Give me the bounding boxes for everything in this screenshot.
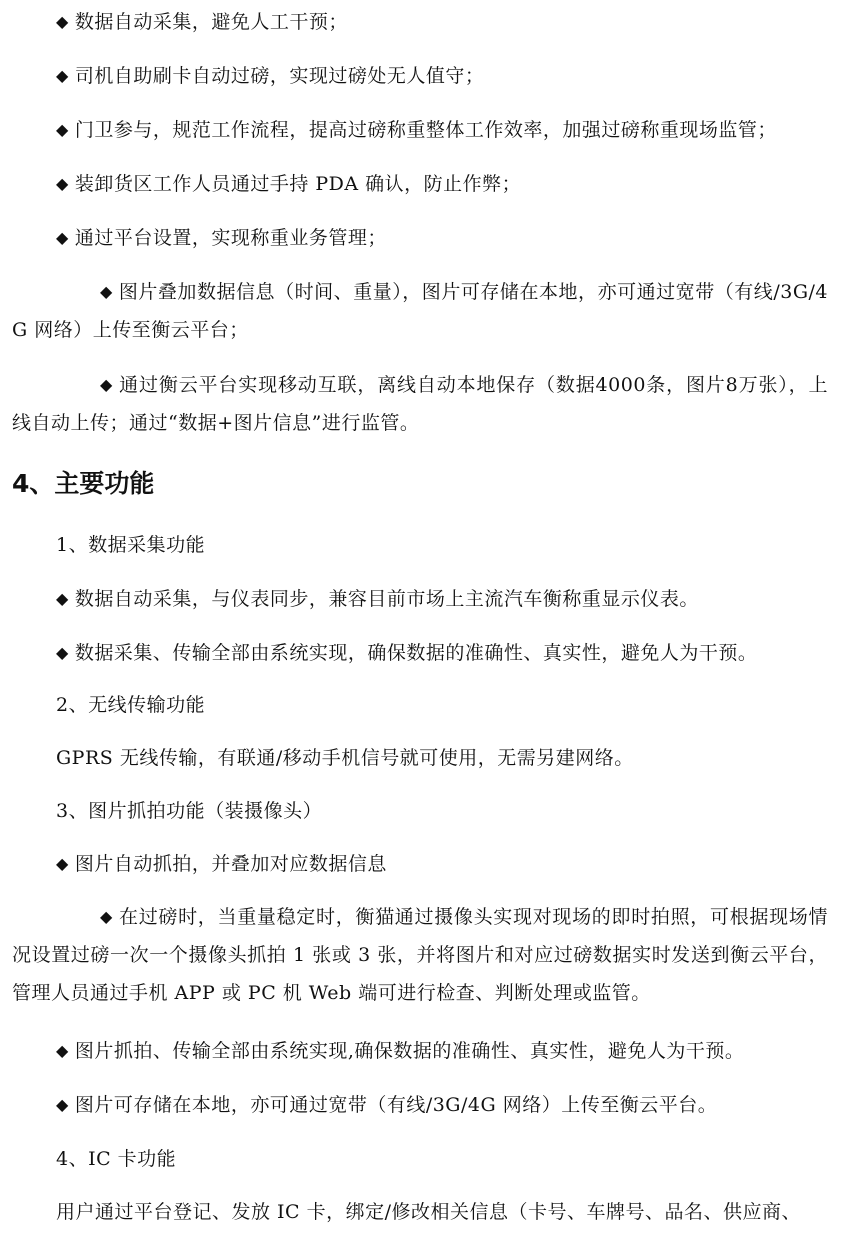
bullet-paragraph: ◆ 数据自动采集，避免人工干预；	[0, 3, 860, 41]
subsection-title: 3、图片抓拍功能（装摄像头）	[56, 800, 323, 822]
bullet-paragraph: ◆ 在过磅时，当重量稳定时，衡猫通过摄像头实现对现场的即时拍照，可根据现场情况设置过磅一次一个摄像头抓拍 1 张或 3 张，并将图片和对应过磅数据实时发送到衡云平台，管理人员通过手机 APP 或 PC 机 Web 端可进行检查、判断处理或监管。	[0, 898, 860, 1012]
diamond-bullet-icon: ◆	[100, 375, 113, 394]
bullet-paragraph: ◆ 司机自助刷卡自动过磅，实现过磅处无人值守；	[0, 57, 860, 95]
bullet-paragraph: ◆ 图片自动抓拍，并叠加对应数据信息	[0, 845, 860, 883]
bullet-paragraph: ◆ 图片叠加数据信息（时间、重量），图片可存储在本地，亦可通过宽带（有线/3G/4G 网络）上传至衡云平台；	[0, 273, 860, 349]
diamond-bullet-icon: ◆	[56, 66, 69, 85]
bullet-paragraph: ◆ 图片抓拍、传输全部由系统实现,确保数据的准确性、真实性，避免人为干预。	[0, 1032, 860, 1070]
subsection-title: 4、IC 卡功能	[56, 1148, 177, 1170]
subsection-title: 2、无线传输功能	[56, 694, 206, 716]
diamond-bullet-icon: ◆	[56, 12, 69, 31]
bullet-paragraph: ◆ 装卸货区工作人员通过手持 PDA 确认，防止作弊；	[0, 165, 860, 203]
bullet-paragraph: ◆ 图片可存储在本地，亦可通过宽带（有线/3G/4G 网络）上传至衡云平台。	[0, 1086, 860, 1124]
bullet-paragraph: ◆ 通过平台设置，实现称重业务管理；	[0, 219, 860, 257]
diamond-bullet-icon: ◆	[56, 589, 69, 608]
bullet-paragraph: ◆ 数据自动采集，与仪表同步，兼容目前市场上主流汽车衡称重显示仪表。	[0, 580, 860, 618]
diamond-bullet-icon: ◆	[56, 120, 69, 139]
diamond-bullet-icon: ◆	[56, 174, 69, 193]
diamond-bullet-icon: ◆	[56, 643, 69, 662]
diamond-bullet-icon: ◆	[56, 228, 69, 247]
body-paragraph: GPRS 无线传输，有联通/移动手机信号就可使用，无需另建网络。	[56, 747, 634, 769]
section-heading: 4、主要功能	[12, 469, 155, 498]
diamond-bullet-icon: ◆	[100, 282, 113, 301]
bullet-paragraph: ◆ 门卫参与，规范工作流程，提高过磅称重整体工作效率，加强过磅称重现场监管；	[0, 111, 860, 149]
bullet-paragraph: ◆ 通过衡云平台实现移动互联，离线自动本地保存（数据4000条，图片8万张），上线自动上传；通过“数据+图片信息”进行监管。	[0, 366, 860, 442]
diamond-bullet-icon: ◆	[56, 854, 69, 873]
diamond-bullet-icon: ◆	[56, 1095, 69, 1114]
bullet-paragraph: ◆ 数据采集、传输全部由系统实现，确保数据的准确性、真实性，避免人为干预。	[0, 634, 860, 672]
subsection-title: 1、数据采集功能	[56, 534, 206, 556]
body-paragraph: 用户通过平台登记、发放 IC 卡，绑定/修改相关信息（卡号、车牌号、品名、供应商、	[56, 1201, 802, 1223]
diamond-bullet-icon: ◆	[100, 907, 113, 926]
diamond-bullet-icon: ◆	[56, 1041, 69, 1060]
